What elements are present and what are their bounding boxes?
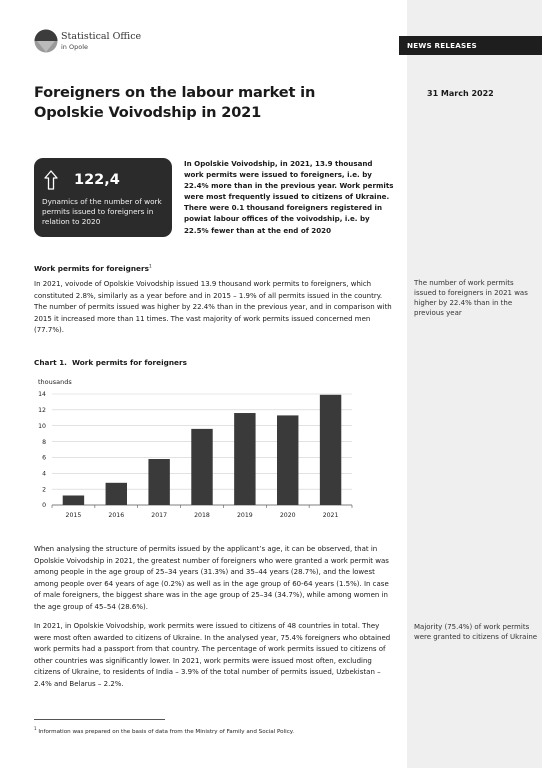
footnote-divider <box>34 719 165 720</box>
chart-xtick-label: 2020 <box>279 512 296 519</box>
chart-bar <box>277 415 298 505</box>
chart-ytick-label: 0 <box>42 502 46 510</box>
section-heading-text: Work permits for foreigners <box>34 264 149 273</box>
chart-xtick-label: 2015 <box>65 512 82 519</box>
chart-ytick-label: 14 <box>38 391 46 399</box>
side-note-permits-increase: The number of work permits issued to foreigners in 2021 was higher by 22.4% than in the previous year <box>414 279 528 317</box>
kpi-value: 122,4 <box>74 172 120 188</box>
arrow-up-icon <box>44 170 58 190</box>
chart-bar <box>148 459 169 505</box>
chart-xtick-label: 2018 <box>194 512 210 519</box>
chart-xtick-label: 2016 <box>108 512 125 519</box>
chart-ytick-label: 6 <box>42 454 46 462</box>
chart-xtick-label: 2017 <box>151 512 168 519</box>
chart-bar <box>234 413 255 505</box>
chart-bar <box>63 495 84 505</box>
chart-ytick-label: 12 <box>38 407 46 415</box>
intro-summary: In Opolskie Voivodship, in 2021, 13.9 thousand work permits were issued to foreigners, i.e. by 22.4% more than in the previous year. Work permits were most frequently issued to citizens of Ukraine. There were 0.1 thousand foreigners registered in powiat labour offices of the voivodship, i.e. by 22.5% fewer than at the end of 2020 <box>184 159 394 235</box>
chart-xtick-label: 2021 <box>322 512 339 519</box>
chart-bar <box>106 483 127 505</box>
footnote <box>34 725 394 736</box>
side-note-ukraine-share: Majority (75.4%) of work permits were granted to citizens of Ukraine <box>414 623 538 641</box>
chart-bar <box>191 429 212 505</box>
chart-unit-label: thousands <box>38 378 72 386</box>
footnote-text: Information was prepared on the basis of data from the Ministry of Family and Social Policy. <box>38 728 295 735</box>
paragraph-age-structure: When analysing the structure of permits issued by the applicant’s age, it can be observed, that in Opolskie Voivodship in 2021, the greatest number of foreigners who were granted a work permit was among people in the age group of 25–34 years (31.3%) and 35–44 years (28.7%), and the lowest among people over 64 years of age (0.2%) as well as in the age group of 60-64 years (1.5%). In case of male foreigners, the biggest share was in the age group of 25–34 (34.7%), while among women in the age group of 45–54 (28.6%). <box>34 545 389 611</box>
right-sidebar-panel <box>407 0 542 768</box>
statistics-office-logo-icon <box>34 29 58 53</box>
paragraph-citizenship: In 2021, in Opolskie Voivodship, work permits were issued to citizens of 48 countries in total. They were most often awarded to citizens of Ukraine. In the analysed year, 75.4% foreigners who obtained work permits had a passport from that country. The percentage of work permits issued to citizens of other countries was significantly lower. In 2021, work permits were issued most often, excluding citizens of Ukraine, to residents of India – 3.9% of the total number of permits issued, Uzbekistan – 2.4% and Belarus – 2.2%. <box>34 622 391 688</box>
chart-xtick-label: 2019 <box>236 512 253 519</box>
chart-ytick-label: 2 <box>42 486 46 494</box>
footnote-ref: 1 <box>148 264 152 270</box>
chart-ytick-label: 8 <box>42 438 46 446</box>
chart-ytick-label: 4 <box>42 470 46 478</box>
org-city: in Opole <box>61 43 89 51</box>
chart-heading <box>34 358 187 367</box>
work-permits-bar-chart <box>34 372 364 527</box>
chart-title: Work permits for foreigners <box>72 358 187 367</box>
kpi-label: Dynamics of the number of work permits issued to foreigners in relation to 2020 <box>42 197 162 227</box>
kpi-box <box>34 158 172 237</box>
chart-bar <box>320 395 341 505</box>
release-date: 31 March 2022 <box>427 89 494 98</box>
footnote-marker: 1 <box>34 726 37 731</box>
news-releases-badge: NEWS RELEASES <box>399 36 542 55</box>
page-title: Foreigners on the labour market in Opolskie Voivodship in 2021 <box>34 84 316 121</box>
paragraph-permits-overview: In 2021, voivode of Opolskie Voivodship issued 13.9 thousand work permits to foreigners, which constituted 2.8%, similarly as a year before and in 2015 – 1.9% of all permits issued in the country. The number of permits issued was higher by 22.4% than in the previous year, and in comparison with 2015 it increased more than 11 times. The vast majority of work permits issued concerned men (77.7%). <box>34 280 392 335</box>
section-heading <box>34 264 152 273</box>
chart-number: Chart 1. <box>34 358 67 367</box>
org-logo-text <box>61 31 141 53</box>
chart-ytick-label: 10 <box>38 422 46 430</box>
org-name: Statistical Office <box>61 31 142 42</box>
